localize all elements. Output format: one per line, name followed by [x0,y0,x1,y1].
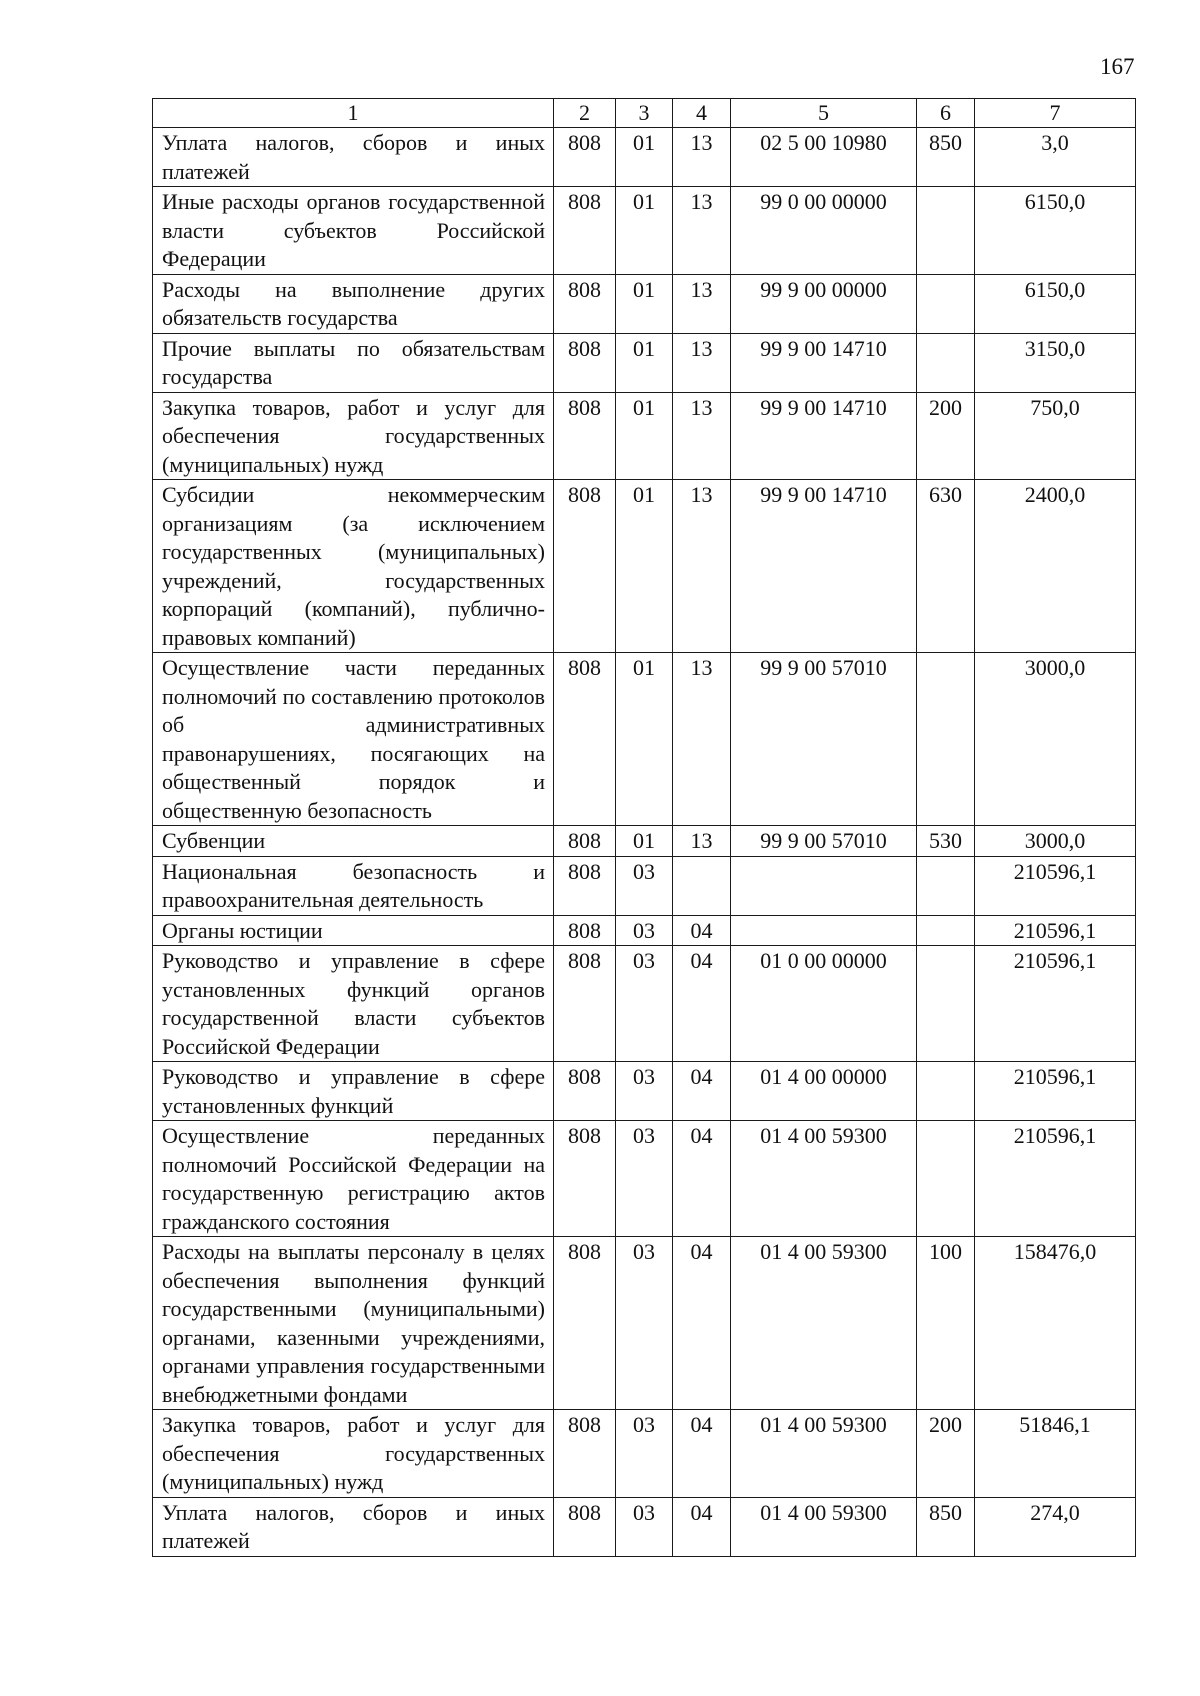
row-target-article-code: 01 4 00 00000 [731,1062,917,1121]
row-subsection-code: 13 [673,826,731,857]
row-section-code: 03 [616,1062,673,1121]
row-description: Осуществление части переданных полномочий по составлению протоколов об административных правонарушениях, посягающих на общественный порядок и общественную безопасность [153,653,554,826]
row-section-code: 01 [616,333,673,392]
row-amount: 2400,0 [975,480,1136,653]
row-amount: 3000,0 [975,826,1136,857]
row-department-code: 808 [554,187,616,275]
table-row [153,1237,1136,1410]
row-expense-type-code: 530 [917,826,975,857]
budget-table [152,98,1136,1557]
row-target-article-code: 02 5 00 10980 [731,128,917,187]
row-subsection-code: 13 [673,128,731,187]
row-target-article-code: 99 9 00 57010 [731,826,917,857]
row-description: Осуществление переданных полномочий Российской Федерации на государственную регистрацию актов гражданского состояния [153,1121,554,1237]
column-header-3: 3 [616,99,673,128]
row-amount: 210596,1 [975,1121,1136,1237]
row-department-code: 808 [554,392,616,480]
row-subsection-code: 13 [673,333,731,392]
table-row [153,333,1136,392]
row-amount: 6150,0 [975,274,1136,333]
row-expense-type-code: 630 [917,480,975,653]
row-target-article-code [731,856,917,915]
row-subsection-code: 13 [673,187,731,275]
row-description: Иные расходы органов государственной власти субъектов Российской Федерации [153,187,554,275]
row-target-article-code [731,915,917,946]
row-subsection-code: 13 [673,274,731,333]
column-header-4: 4 [673,99,731,128]
row-target-article-code: 99 9 00 14710 [731,392,917,480]
row-section-code: 03 [616,856,673,915]
row-section-code: 03 [616,1237,673,1410]
column-header-2: 2 [554,99,616,128]
row-target-article-code: 99 9 00 57010 [731,653,917,826]
row-amount: 158476,0 [975,1237,1136,1410]
row-target-article-code: 99 9 00 14710 [731,480,917,653]
row-department-code: 808 [554,1410,616,1498]
row-subsection-code: 04 [673,1121,731,1237]
row-amount: 210596,1 [975,856,1136,915]
row-section-code: 03 [616,1410,673,1498]
row-description: Закупка товаров, работ и услуг для обеспечения государственных (муниципальных) нужд [153,392,554,480]
row-expense-type-code [917,187,975,275]
row-section-code: 01 [616,392,673,480]
row-expense-type-code: 850 [917,128,975,187]
row-expense-type-code: 200 [917,1410,975,1498]
row-amount: 750,0 [975,392,1136,480]
row-department-code: 808 [554,856,616,915]
row-section-code: 01 [616,826,673,857]
row-target-article-code: 99 0 00 00000 [731,187,917,275]
row-department-code: 808 [554,274,616,333]
row-department-code: 808 [554,333,616,392]
row-amount: 3000,0 [975,653,1136,826]
table-row [153,187,1136,275]
row-description: Руководство и управление в сфере установленных функций органов государственной власти субъектов Российской Федерации [153,946,554,1062]
row-expense-type-code [917,274,975,333]
column-header-7: 7 [975,99,1136,128]
row-subsection-code: 04 [673,946,731,1062]
table-row [153,1497,1136,1556]
row-amount: 3,0 [975,128,1136,187]
row-subsection-code: 04 [673,1410,731,1498]
column-header-6: 6 [917,99,975,128]
row-department-code: 808 [554,1237,616,1410]
row-expense-type-code: 850 [917,1497,975,1556]
row-department-code: 808 [554,1062,616,1121]
table-row [153,128,1136,187]
row-expense-type-code: 100 [917,1237,975,1410]
row-section-code: 01 [616,480,673,653]
row-description: Расходы на выполнение других обязательств государства [153,274,554,333]
row-department-code: 808 [554,826,616,857]
row-subsection-code [673,856,731,915]
row-section-code: 03 [616,915,673,946]
row-subsection-code: 04 [673,1062,731,1121]
table-row [153,480,1136,653]
row-target-article-code: 01 0 00 00000 [731,946,917,1062]
table-row [153,1062,1136,1121]
table-body [153,128,1136,1557]
row-section-code: 03 [616,1121,673,1237]
row-department-code: 808 [554,915,616,946]
row-expense-type-code [917,946,975,1062]
table-row [153,274,1136,333]
row-expense-type-code [917,915,975,946]
column-header-5: 5 [731,99,917,128]
table-row [153,915,1136,946]
row-department-code: 808 [554,128,616,187]
row-subsection-code: 13 [673,653,731,826]
row-description: Уплата налогов, сборов и иных платежей [153,1497,554,1556]
row-amount: 6150,0 [975,187,1136,275]
row-department-code: 808 [554,946,616,1062]
row-department-code: 808 [554,1121,616,1237]
row-description: Субсидии некоммерческим организациям (за исключением государственных (муниципальных) учреждений, государственных корпораций (компаний), публично-правовых компаний) [153,480,554,653]
row-amount: 210596,1 [975,946,1136,1062]
row-expense-type-code [917,653,975,826]
row-subsection-code: 04 [673,915,731,946]
row-subsection-code: 04 [673,1237,731,1410]
row-amount: 274,0 [975,1497,1136,1556]
row-description: Национальная безопасность и правоохранительная деятельность [153,856,554,915]
row-description: Закупка товаров, работ и услуг для обеспечения государственных (муниципальных) нужд [153,1410,554,1498]
row-section-code: 03 [616,1497,673,1556]
row-section-code: 01 [616,653,673,826]
row-description: Руководство и управление в сфере установленных функций [153,1062,554,1121]
row-target-article-code: 99 9 00 14710 [731,333,917,392]
row-expense-type-code [917,333,975,392]
row-section-code: 01 [616,187,673,275]
row-target-article-code: 99 9 00 00000 [731,274,917,333]
row-expense-type-code [917,856,975,915]
table-header-row [153,99,1136,128]
table-row [153,392,1136,480]
table-row [153,1121,1136,1237]
row-target-article-code: 01 4 00 59300 [731,1497,917,1556]
row-target-article-code: 01 4 00 59300 [731,1121,917,1237]
row-section-code: 01 [616,128,673,187]
row-description: Прочие выплаты по обязательствам государства [153,333,554,392]
row-department-code: 808 [554,653,616,826]
table-row [153,653,1136,826]
table-row [153,946,1136,1062]
row-subsection-code: 04 [673,1497,731,1556]
row-section-code: 01 [616,274,673,333]
row-description: Органы юстиции [153,915,554,946]
row-section-code: 03 [616,946,673,1062]
row-expense-type-code: 200 [917,392,975,480]
row-description: Уплата налогов, сборов и иных платежей [153,128,554,187]
row-target-article-code: 01 4 00 59300 [731,1410,917,1498]
row-amount: 51846,1 [975,1410,1136,1498]
row-subsection-code: 13 [673,392,731,480]
row-amount: 210596,1 [975,1062,1136,1121]
row-amount: 3150,0 [975,333,1136,392]
page-number: 167 [1100,54,1135,79]
row-department-code: 808 [554,1497,616,1556]
table-row [153,826,1136,857]
row-expense-type-code [917,1121,975,1237]
row-amount: 210596,1 [975,915,1136,946]
row-department-code: 808 [554,480,616,653]
row-subsection-code: 13 [673,480,731,653]
row-expense-type-code [917,1062,975,1121]
column-header-1: 1 [153,99,554,128]
table-row [153,1410,1136,1498]
row-description: Субвенции [153,826,554,857]
row-target-article-code: 01 4 00 59300 [731,1237,917,1410]
row-description: Расходы на выплаты персоналу в целях обеспечения выполнения функций государственными (муниципальными) органами, казенными учреждениями, органами управления государственными внебюджетными фондами [153,1237,554,1410]
table-row [153,856,1136,915]
